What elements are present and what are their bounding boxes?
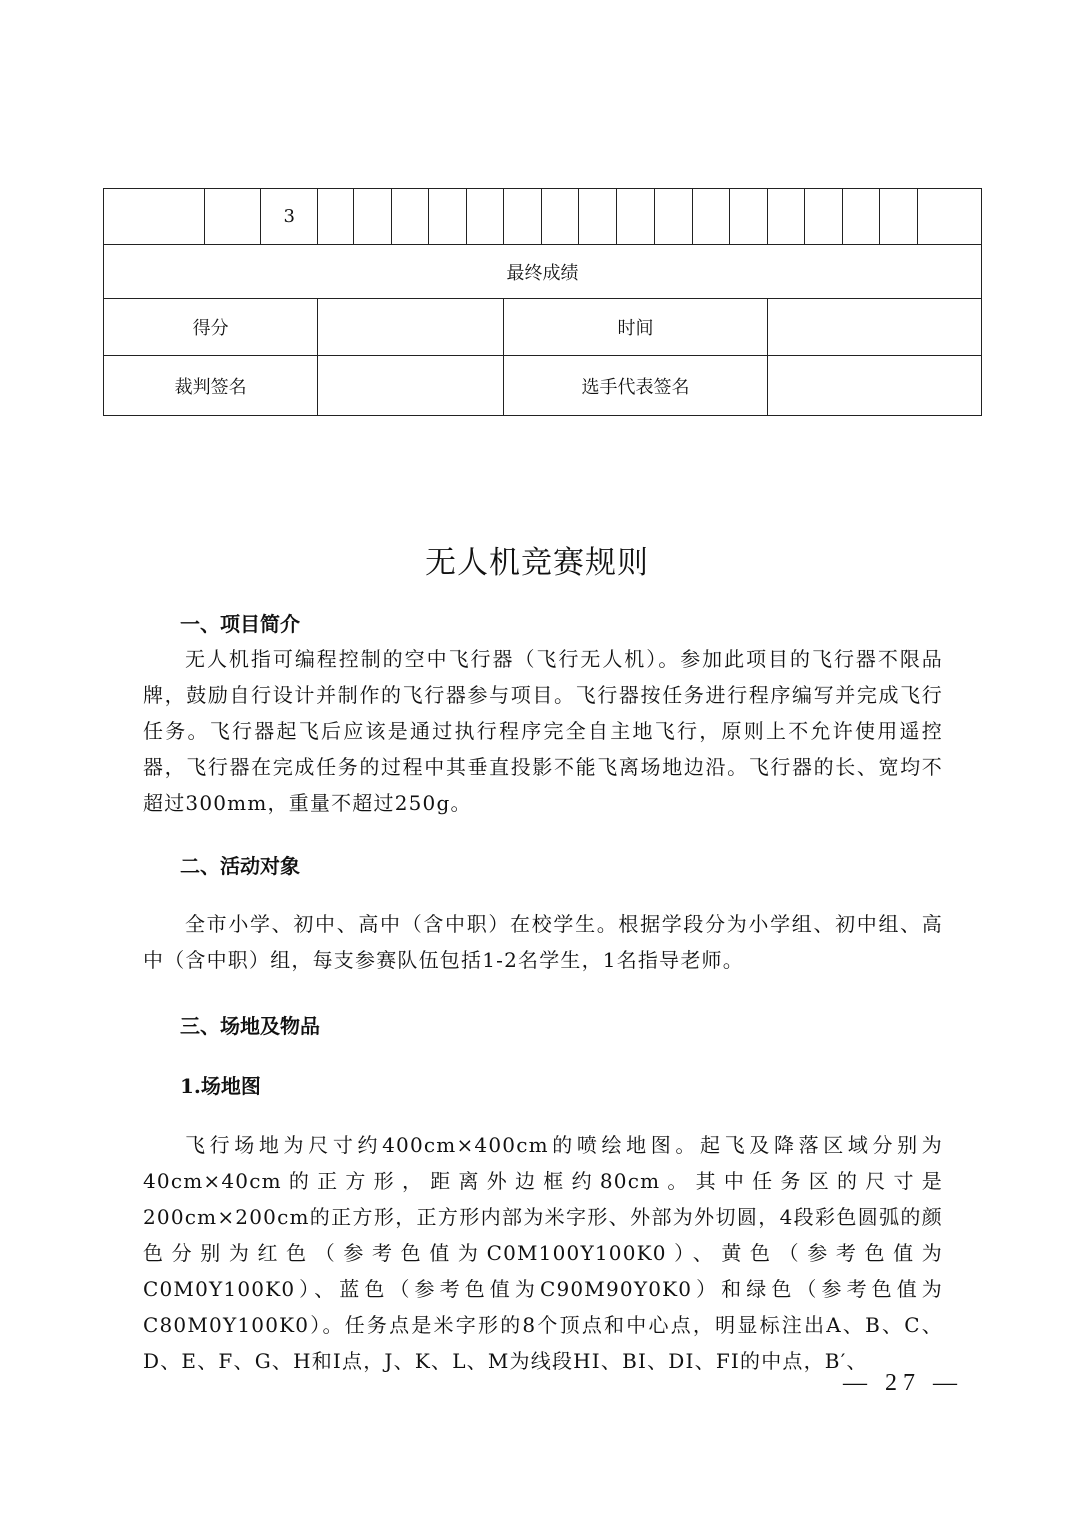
score-table (103, 188, 982, 416)
table-row (104, 245, 982, 299)
table-row (104, 189, 982, 245)
section-heading: 二、活动对象 (180, 854, 300, 878)
judge-signature-label: 裁判签名 (104, 356, 318, 416)
page-number: — 27 — (843, 1370, 963, 1396)
final-score-header: 最终成绩 (104, 245, 982, 299)
time-value-cell (767, 299, 981, 356)
section-paragraph: 全市小学、初中、高中（含中职）在校学生。根据学段分为小学组、初中组、高中（含中职）组，每支参赛队伍包括1-2名学生，1名指导老师。 (143, 912, 943, 972)
document-title: 无人机竞赛规则 (425, 545, 649, 581)
section-heading: 一、项目简介 (180, 612, 300, 636)
player-rep-signature-cell (767, 356, 981, 416)
time-label: 时间 (504, 299, 767, 356)
score-value-cell (318, 299, 504, 356)
table-row (104, 299, 982, 356)
section-heading: 三、场地及物品 (180, 1014, 320, 1038)
player-rep-signature-label: 选手代表签名 (504, 356, 767, 416)
subsection-heading: 1.场地图 (180, 1074, 261, 1098)
section-paragraph: 飞行场地为尺寸约400cm×400cm的喷绘地图。起飞及降落区域分别为40cm×40cm的正方形，距离外边框约80cm。其中任务区的尺寸是200cm×200cm的正方形，正方形内部为米字形、外部为外切圆，4段彩色圆弧的颜色分别为红色（参考色值为C0M100Y100K0）、黄色（参考色值为C0M0Y100K0）、蓝色（参考色值为C90M90Y0K0）和绿色（参考色值为C80M0Y100K0）。任务点是米字形的8个顶点和中心点，明显标注出A、B、C、D、E、F、G、H和I点，J、K、L、M为线段HI、BI、DI、FI的中点，B′、 (143, 1133, 943, 1373)
section-paragraph: 无人机指可编程控制的空中飞行器（飞行无人机）。参加此项目的飞行器不限品牌，鼓励自行设计并制作的飞行器参与项目。飞行器按任务进行程序编写并完成飞行任务。飞行器起飞后应该是通过执行程序完全自主地飞行，原则上不允许使用遥控器，飞行器在完成任务的过程中其垂直投影不能飞离场地边沿。飞行器的长、宽均不超过300mm，重量不超过250g。 (143, 647, 943, 815)
table-cell-number: 3 (261, 189, 318, 245)
score-label: 得分 (104, 299, 318, 356)
table-cell (205, 189, 261, 245)
table-row (104, 356, 982, 416)
judge-signature-cell (318, 356, 504, 416)
table-cell (104, 189, 205, 245)
